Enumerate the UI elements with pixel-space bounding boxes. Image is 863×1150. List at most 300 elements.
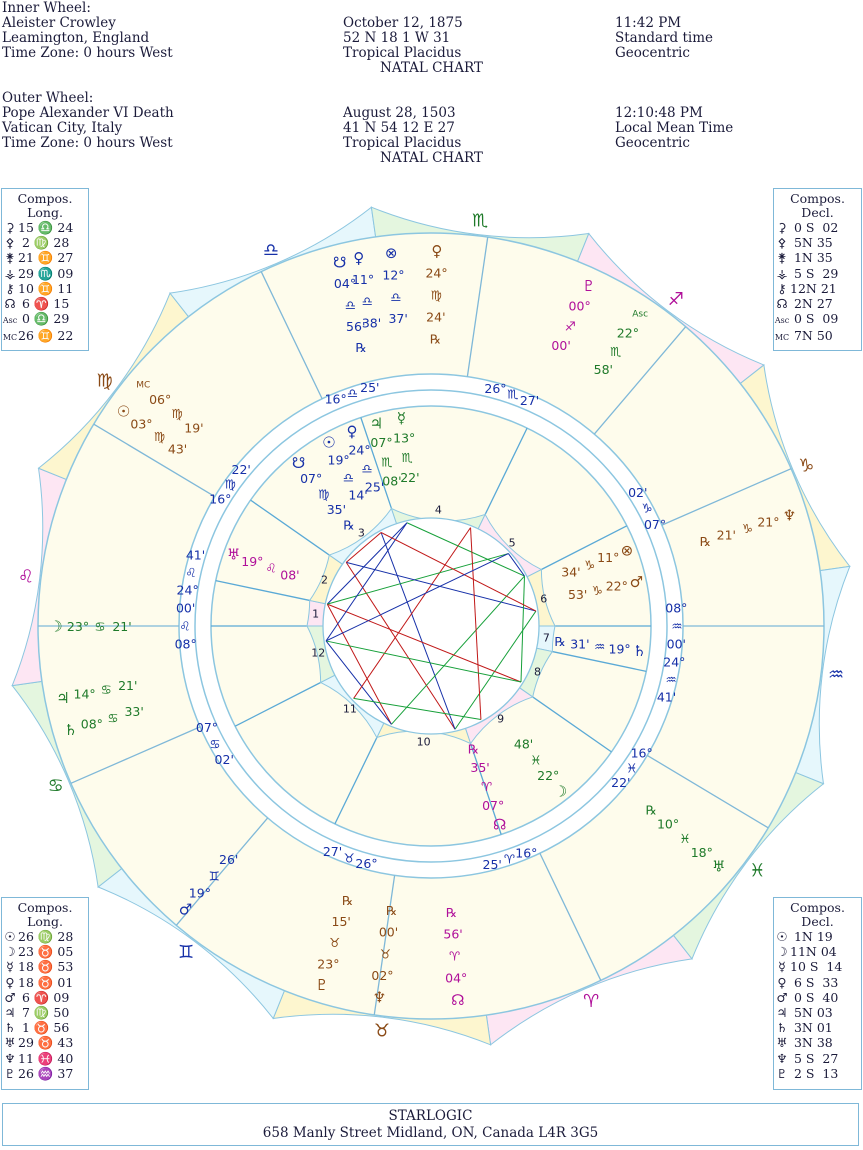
box-row [2, 944, 88, 959]
house-cusp-label: ♈ [503, 851, 516, 867]
inner-planet-value: 07° [300, 471, 323, 487]
box-row-glyph: ⚶ [776, 265, 788, 281]
outer-planet-value: ℞ [699, 534, 711, 550]
inner-planet-value: ♏ [381, 454, 393, 470]
zodiac-sign-glyph: ♈ [583, 990, 600, 1012]
zodiac-sign-glyph: ♍ [96, 370, 113, 392]
house-cusp-label: 16° [324, 391, 347, 407]
outer-planet-glyph: ♅ [711, 857, 726, 876]
outer-planet-value: 04° [445, 970, 468, 986]
box-row [2, 959, 88, 974]
outer-planet-value: 26' [219, 852, 239, 868]
outer-planet-glyph: ⊗ [384, 244, 398, 263]
box-title: Compos. [17, 900, 73, 915]
house-cusp-label: 25' [482, 856, 502, 872]
outer-planet-value: ♈ [449, 948, 461, 964]
inner-planet-value: 08' [382, 473, 402, 489]
box-row-glyph: ♂ [4, 989, 16, 1005]
box-row-value: 21 ♊ 27 [18, 250, 74, 266]
box-row-glyph: ♃ [4, 1005, 16, 1021]
outer-planet-value: ♍ [153, 429, 166, 445]
outer-planet-value: ♐ [564, 318, 576, 334]
outer-planet-value: 37' [388, 311, 408, 327]
house-number: 2 [321, 573, 329, 587]
box-row-glyph: ⚷ [777, 280, 787, 296]
inner-planet-value: 34' [561, 564, 581, 580]
inner-planet-value: ♎ [342, 469, 354, 485]
inner-planet-value: ℞ [554, 634, 566, 650]
box-row [774, 266, 861, 281]
outer-planet-glyph: MC [136, 380, 151, 391]
outer-planet-value: 22° [616, 325, 639, 341]
box-row-value: 2N 27 [790, 296, 833, 312]
outer-planet-value: 00° [568, 298, 591, 314]
outer-chart-type: NATAL CHART [380, 150, 483, 166]
outer-planet-value: ℞ [355, 340, 367, 356]
inner-planet-value: ℞ [343, 517, 355, 533]
box-row-value: 7 ♍ 50 [18, 1005, 70, 1021]
box-title: Compos. [790, 191, 845, 206]
zodiac-sign-glyph: ♐ [667, 289, 685, 311]
house-cusp-label: 22' [611, 774, 631, 790]
box-row [774, 1020, 861, 1035]
outer-planet-value: ℞ [385, 902, 398, 918]
box-row-value: 18 ♉ 01 [18, 974, 74, 990]
inner-planet-value: 13° [393, 430, 416, 446]
box-row-value: 3N 38 [790, 1035, 833, 1051]
house-number: 10 [416, 735, 431, 749]
box-row-value: 1 ♉ 56 [18, 1020, 70, 1036]
inner-planet-value: 19° [608, 641, 631, 657]
box-row-value: 10 S 14 [790, 959, 843, 975]
inner-planet-glyph: ☉ [322, 433, 336, 452]
box-row-value: 6 ♈ 09 [18, 989, 70, 1005]
outer-coords: 41 N 54 12 E 27 [343, 120, 455, 136]
inner-time: 11:42 PM [615, 15, 682, 31]
house-cusp-label: ♎ [346, 385, 359, 401]
box-row-value: 29 ♏ 09 [18, 265, 74, 281]
box-row-glyph: Asc [2, 316, 18, 326]
outer-planet-value: 19° [188, 885, 211, 901]
inner-planet-value: 22° [537, 768, 560, 784]
box-row [774, 235, 861, 250]
box-row-value: 26 ♊ 22 [18, 328, 74, 344]
box-row-value: 11N 04 [790, 944, 837, 960]
box-row [774, 250, 861, 265]
box-row-value: 0 ♎ 29 [18, 311, 70, 327]
box-row-glyph: ♀ [777, 974, 787, 990]
inner-centric: Geocentric [615, 45, 690, 61]
house-number: 5 [508, 536, 516, 550]
footer-address: 658 Manly Street Midland, ON, Canada L4R 3G5 [262, 1125, 599, 1141]
outer-planet-glyph: Asc [632, 309, 649, 320]
outer-planet-value: 43' [167, 441, 188, 457]
outer-planet-value: 23° [66, 619, 90, 635]
box-row [774, 328, 861, 345]
outer-planet-value: 38' [361, 315, 382, 331]
outer-planet-value: 21° [757, 514, 780, 530]
house-number: 11 [342, 702, 357, 716]
inner-planet-value: 53' [567, 587, 588, 603]
box-title: Compos. [17, 191, 73, 206]
box-row [774, 296, 861, 311]
box-subtitle: Decl. [801, 205, 834, 220]
house-cusp-label: 26° [355, 855, 378, 871]
box-row-glyph: ⚷ [5, 280, 15, 296]
box-row [774, 959, 861, 974]
outer-planet-value: ♋ [94, 619, 106, 635]
box-row-value: 6 ♈ 15 [18, 296, 70, 312]
outer-planet-value: ♋ [100, 682, 112, 698]
house-cusp-label: 00' [666, 636, 687, 652]
outer-planet-glyph: ☊ [451, 991, 465, 1010]
outer-planet-value: ℞ [429, 331, 442, 347]
house-cusp-label: 02' [628, 485, 648, 501]
house-cusp-label: 24° [663, 654, 686, 670]
box-row-value: 5 S 27 [790, 1050, 839, 1066]
box-row-value: 1N 35 [790, 250, 833, 266]
inner-planet-value: 31' [570, 636, 590, 652]
box-row-glyph: ♂ [776, 989, 788, 1005]
outer-planet-glyph: ♆ [372, 988, 387, 1007]
box-row-value: 26 ♍ 28 [18, 929, 74, 944]
house-number: 9 [497, 712, 505, 726]
house-cusp-label: ♍ [224, 476, 236, 492]
house-cusp-label: ♉ [343, 850, 355, 866]
outer-planet-value: 56' [346, 318, 366, 334]
box-subtitle: Long. [27, 205, 63, 220]
outer-planet-value: 56' [443, 926, 463, 942]
outer-planet-value: 21' [118, 677, 138, 693]
outer-planet-value: ♎ [361, 293, 373, 309]
outer-name: Pope Alexander VI Death [2, 105, 174, 121]
outer-planet-value: 33' [124, 704, 144, 720]
inner-planet-glyph: ♅ [226, 545, 241, 564]
box-row-glyph: ⚳ [5, 220, 15, 235]
house-number: 4 [434, 503, 442, 517]
house-cusp-label: 41' [185, 547, 206, 563]
box-row [774, 1035, 861, 1050]
house-cusp-label: 02' [214, 751, 234, 767]
box-row-value: 11 ♓ 40 [18, 1050, 74, 1066]
inner-planet-value: ♎ [361, 460, 373, 476]
outer-planet-value: ♎ [344, 297, 356, 313]
box-row [774, 220, 861, 235]
zodiac-sign-glyph: ♌ [17, 566, 35, 588]
outer-system: Tropical Placidus [343, 135, 462, 151]
house-cusp-label: 08° [665, 600, 688, 616]
house-cusp-label: ♒ [671, 618, 683, 634]
box-row-glyph: ♅ [776, 1035, 788, 1051]
inner-planet-value: 35' [470, 760, 490, 776]
box-row-glyph: ☊ [4, 296, 16, 312]
outer-place: Vatican City, Italy [2, 120, 123, 136]
outer-planet-value: ♉ [329, 935, 341, 951]
inner-planet-glyph: ☋ [291, 454, 306, 473]
house-cusp-label: 08° [174, 636, 197, 652]
outer-planet-glyph: ☽ [49, 617, 63, 636]
inner-planet-value: 14' [348, 487, 368, 503]
inner-planet-value: 35' [326, 502, 347, 518]
footer-brand: STARLOGIC [388, 1108, 473, 1124]
box-row [2, 220, 88, 235]
outer-planet-value: ℞ [445, 904, 458, 920]
box-row-glyph: ⚵ [5, 250, 15, 266]
box-row [2, 1005, 88, 1020]
inner-system: Tropical Placidus [343, 45, 462, 61]
box-row-glyph: ♄ [4, 1020, 16, 1036]
inner-planet-glyph: ♃ [369, 414, 384, 433]
outer-planet-value: ♑ [741, 521, 753, 537]
house-cusp-label: 27' [519, 393, 540, 409]
box-row [2, 296, 88, 311]
box-row-glyph: MC [2, 333, 18, 343]
box-row [2, 990, 88, 1005]
zodiac-sign-glyph: ♓ [749, 860, 766, 882]
house-cusp-label: ♏ [507, 386, 519, 402]
outer-planet-value: 12° [382, 267, 405, 283]
inner-planet-glyph: ♀ [346, 422, 358, 441]
box-row-glyph: ☉ [776, 929, 788, 944]
inner-planet-value: 19° [327, 452, 350, 468]
outer-planet-value: 08° [80, 716, 103, 732]
box-row [2, 1020, 88, 1035]
inner-planet-value: ♏ [401, 450, 413, 466]
box-row [2, 975, 88, 990]
inner-date: October 12, 1875 [343, 15, 463, 31]
outer-date: August 28, 1503 [343, 105, 456, 121]
house-number: 1 [312, 607, 320, 621]
box-row-value: 5N 03 [790, 1005, 833, 1021]
box-row-value: 26 ♒ 37 [18, 1065, 74, 1081]
box-row [2, 250, 88, 265]
box-row-value: 0 S 09 [790, 311, 839, 327]
house-cusp-label: ♌ [185, 564, 197, 580]
inner-planet-value: 19° [241, 553, 264, 569]
outer-planet-value: ♍ [430, 287, 442, 303]
inner-planet-value: 48' [513, 736, 534, 752]
zodiac-sign-glyph: ♑ [798, 455, 815, 477]
inner-planet-value: 25' [364, 479, 385, 495]
inner-planet-value: 11° [597, 550, 620, 566]
house-cusp-label: 16° [515, 845, 538, 861]
outer-planet-value: 23° [317, 956, 340, 972]
box-row-glyph: ☽ [4, 944, 16, 960]
box-row-value: 3N 01 [790, 1020, 833, 1036]
box-row [2, 235, 88, 250]
box-row [2, 328, 88, 345]
box-row-value: 15 ♎ 24 [18, 220, 74, 235]
box-row [774, 1005, 861, 1020]
house-cusp-label: 16° [630, 745, 653, 761]
inner-planet-value: ♓ [530, 752, 542, 768]
outer-planet-value: 58' [593, 362, 614, 378]
box-row-value: 2 S 13 [790, 1065, 839, 1081]
box-row-glyph: ♆ [4, 1050, 16, 1066]
box-row-value: 6 S 33 [790, 974, 839, 990]
outer-planet-glyph: ♆ [782, 506, 797, 525]
inner-planet-value: ♑ [591, 582, 603, 598]
house-cusp-label: 07° [195, 720, 219, 736]
inner-planet-value: 07° [482, 798, 505, 814]
outer-planet-value: 18° [690, 844, 713, 860]
outer-timezone: Time Zone: 0 hours West [2, 135, 173, 151]
outer-planet-value: 04° [333, 276, 357, 292]
box-row-glyph: ⚴ [5, 235, 15, 251]
box-row [774, 990, 861, 1005]
box-row-glyph: ☿ [6, 959, 14, 975]
outer-planet-value: 02° [371, 968, 394, 984]
box-row-value: 2 ♍ 28 [18, 235, 70, 251]
box-row-glyph: Asc [774, 316, 790, 326]
house-cusp-label: 07° [643, 516, 667, 532]
house-number: 7 [542, 631, 550, 645]
house-number: 12 [311, 646, 326, 660]
compos-long-box-top [1, 188, 89, 351]
box-row [2, 929, 88, 944]
inner-planet-value: ♍ [318, 486, 330, 502]
inner-planet-glyph: ♄ [632, 642, 647, 661]
box-row-value: 1N 19 [790, 929, 833, 944]
box-row-value: 23 ♉ 05 [18, 944, 74, 960]
inner-coords: 52 N 18 1 W 31 [343, 30, 451, 46]
outer-centric: Geocentric [615, 135, 690, 151]
zodiac-sign-glyph: ♎ [262, 240, 279, 262]
inner-planet-value: ♑ [583, 557, 596, 573]
compos-long-box-bottom [1, 897, 89, 1090]
inner-planet-value: ♌ [265, 560, 277, 576]
outer-planet-glyph: ♂ [178, 900, 193, 919]
outer-planet-value: 14° [73, 686, 96, 702]
outer-planet-value: ♓ [679, 830, 691, 846]
outer-planet-glyph: ♀ [353, 249, 365, 268]
inner-name: Aleister Crowley [2, 15, 116, 31]
house-cusp-label: ♌ [179, 618, 191, 634]
box-row-glyph: ⚳ [777, 220, 787, 235]
house-cusp-label: 16° [209, 491, 232, 507]
outer-planet-value: 19' [184, 420, 204, 436]
box-row [774, 1066, 861, 1081]
outer-planet-glyph: ♄ [63, 720, 78, 739]
inner-planet-glyph: ☿ [396, 409, 407, 428]
house-cusp-label: 25' [360, 380, 380, 396]
box-subtitle: Long. [27, 914, 63, 929]
box-title: Compos. [790, 900, 845, 915]
aspect-circle [323, 518, 539, 734]
box-row [2, 1051, 88, 1066]
box-row [774, 975, 861, 990]
outer-planet-value: ℞ [341, 893, 354, 909]
outer-planet-value: 11° [351, 272, 375, 288]
box-row-glyph: ☽ [776, 944, 788, 960]
box-row-glyph: ♄ [776, 1020, 788, 1036]
box-row [774, 281, 861, 296]
compos-decl-box-bottom [773, 897, 862, 1090]
inner-planet-value: 08' [280, 567, 300, 583]
inner-planet-value: 22° [605, 578, 628, 594]
box-row-value: 12N 21 [790, 280, 837, 296]
box-row [2, 1035, 88, 1050]
house-cusp-label: ♓ [626, 760, 638, 776]
box-row-glyph: ♀ [5, 974, 15, 990]
outer-planet-value: 03° [130, 416, 153, 432]
box-row-glyph: ☊ [776, 296, 788, 312]
house-cusp-label: 27' [322, 843, 343, 859]
outer-planet-value: ♉ [379, 946, 392, 962]
outer-planet-value: ♏ [610, 343, 622, 359]
outer-planet-value: 00' [378, 924, 399, 940]
outer-planet-value: ♋ [107, 710, 119, 726]
inner-planet-value: 22' [400, 469, 420, 485]
box-row-value: 7N 50 [790, 328, 833, 344]
box-row [2, 311, 88, 328]
zodiac-sign-glyph: ♒ [827, 664, 845, 686]
chart-wheel [0, 182, 863, 1082]
house-cusp-label: 24° [176, 582, 199, 598]
outer-planet-glyph: ♇ [582, 276, 596, 295]
zodiac-sign-glyph: ♊ [177, 941, 195, 963]
outer-planet-glyph: ♃ [56, 689, 70, 708]
outer-time: 12:10:48 PM [615, 105, 703, 121]
box-row-value: 29 ♉ 43 [18, 1035, 74, 1051]
outer-planet-value: 06° [149, 392, 172, 408]
compos-decl-box-top [773, 188, 862, 351]
box-row-value: 10 ♊ 11 [18, 280, 74, 296]
house-cusp-label: ♒ [665, 672, 677, 688]
outer-planet-value: 21' [112, 619, 132, 635]
outer-planet-value: ♎ [390, 289, 402, 305]
inner-timetype: Standard time [615, 30, 714, 46]
house-number: 8 [533, 665, 541, 679]
outer-planet-glyph: ☋ [332, 253, 347, 272]
box-row-glyph: ♇ [4, 1065, 16, 1081]
box-row [2, 1066, 88, 1081]
box-row [774, 929, 861, 944]
box-row-value: 0 S 40 [790, 989, 839, 1005]
inner-chart-type: NATAL CHART [380, 60, 483, 76]
box-row [774, 944, 861, 959]
box-row-glyph: ♇ [776, 1065, 788, 1081]
outer-planet-glyph: ♀ [431, 242, 443, 261]
house-cusp-label: ♋ [209, 736, 221, 752]
outer-planet-glyph: ♇ [315, 975, 329, 994]
box-row-value: 18 ♉ 53 [18, 959, 74, 975]
inner-planet-value: ℞ [467, 741, 480, 757]
inner-planet-value: ♒ [594, 638, 606, 654]
outer-planet-value: 21' [716, 527, 737, 543]
box-row-value: 5N 35 [790, 235, 833, 251]
box-row-glyph: ☉ [4, 929, 16, 944]
inner-timezone: Time Zone: 0 hours West [2, 45, 173, 61]
outer-heading: Outer Wheel: [2, 90, 94, 106]
outer-planet-value: 10° [656, 816, 680, 832]
footer-credit [2, 1103, 859, 1146]
box-row-glyph: MC [774, 333, 790, 343]
box-row-glyph: ⚶ [4, 265, 16, 281]
zodiac-sign-glyph: ♏ [471, 210, 489, 232]
outer-planet-value: 24° [425, 265, 448, 281]
inner-planet-value: 07° [370, 435, 393, 451]
box-row-value: 5 S 29 [790, 265, 839, 281]
box-row-glyph: ⚴ [777, 235, 787, 251]
outer-planet-glyph: ☉ [116, 402, 131, 421]
box-row [774, 311, 861, 328]
box-row [774, 1051, 861, 1066]
house-cusp-label: 41' [656, 689, 677, 705]
outer-planet-value: 24' [426, 309, 446, 325]
inner-place: Leamington, England [2, 30, 150, 46]
house-cusp-label: 00' [175, 600, 196, 616]
